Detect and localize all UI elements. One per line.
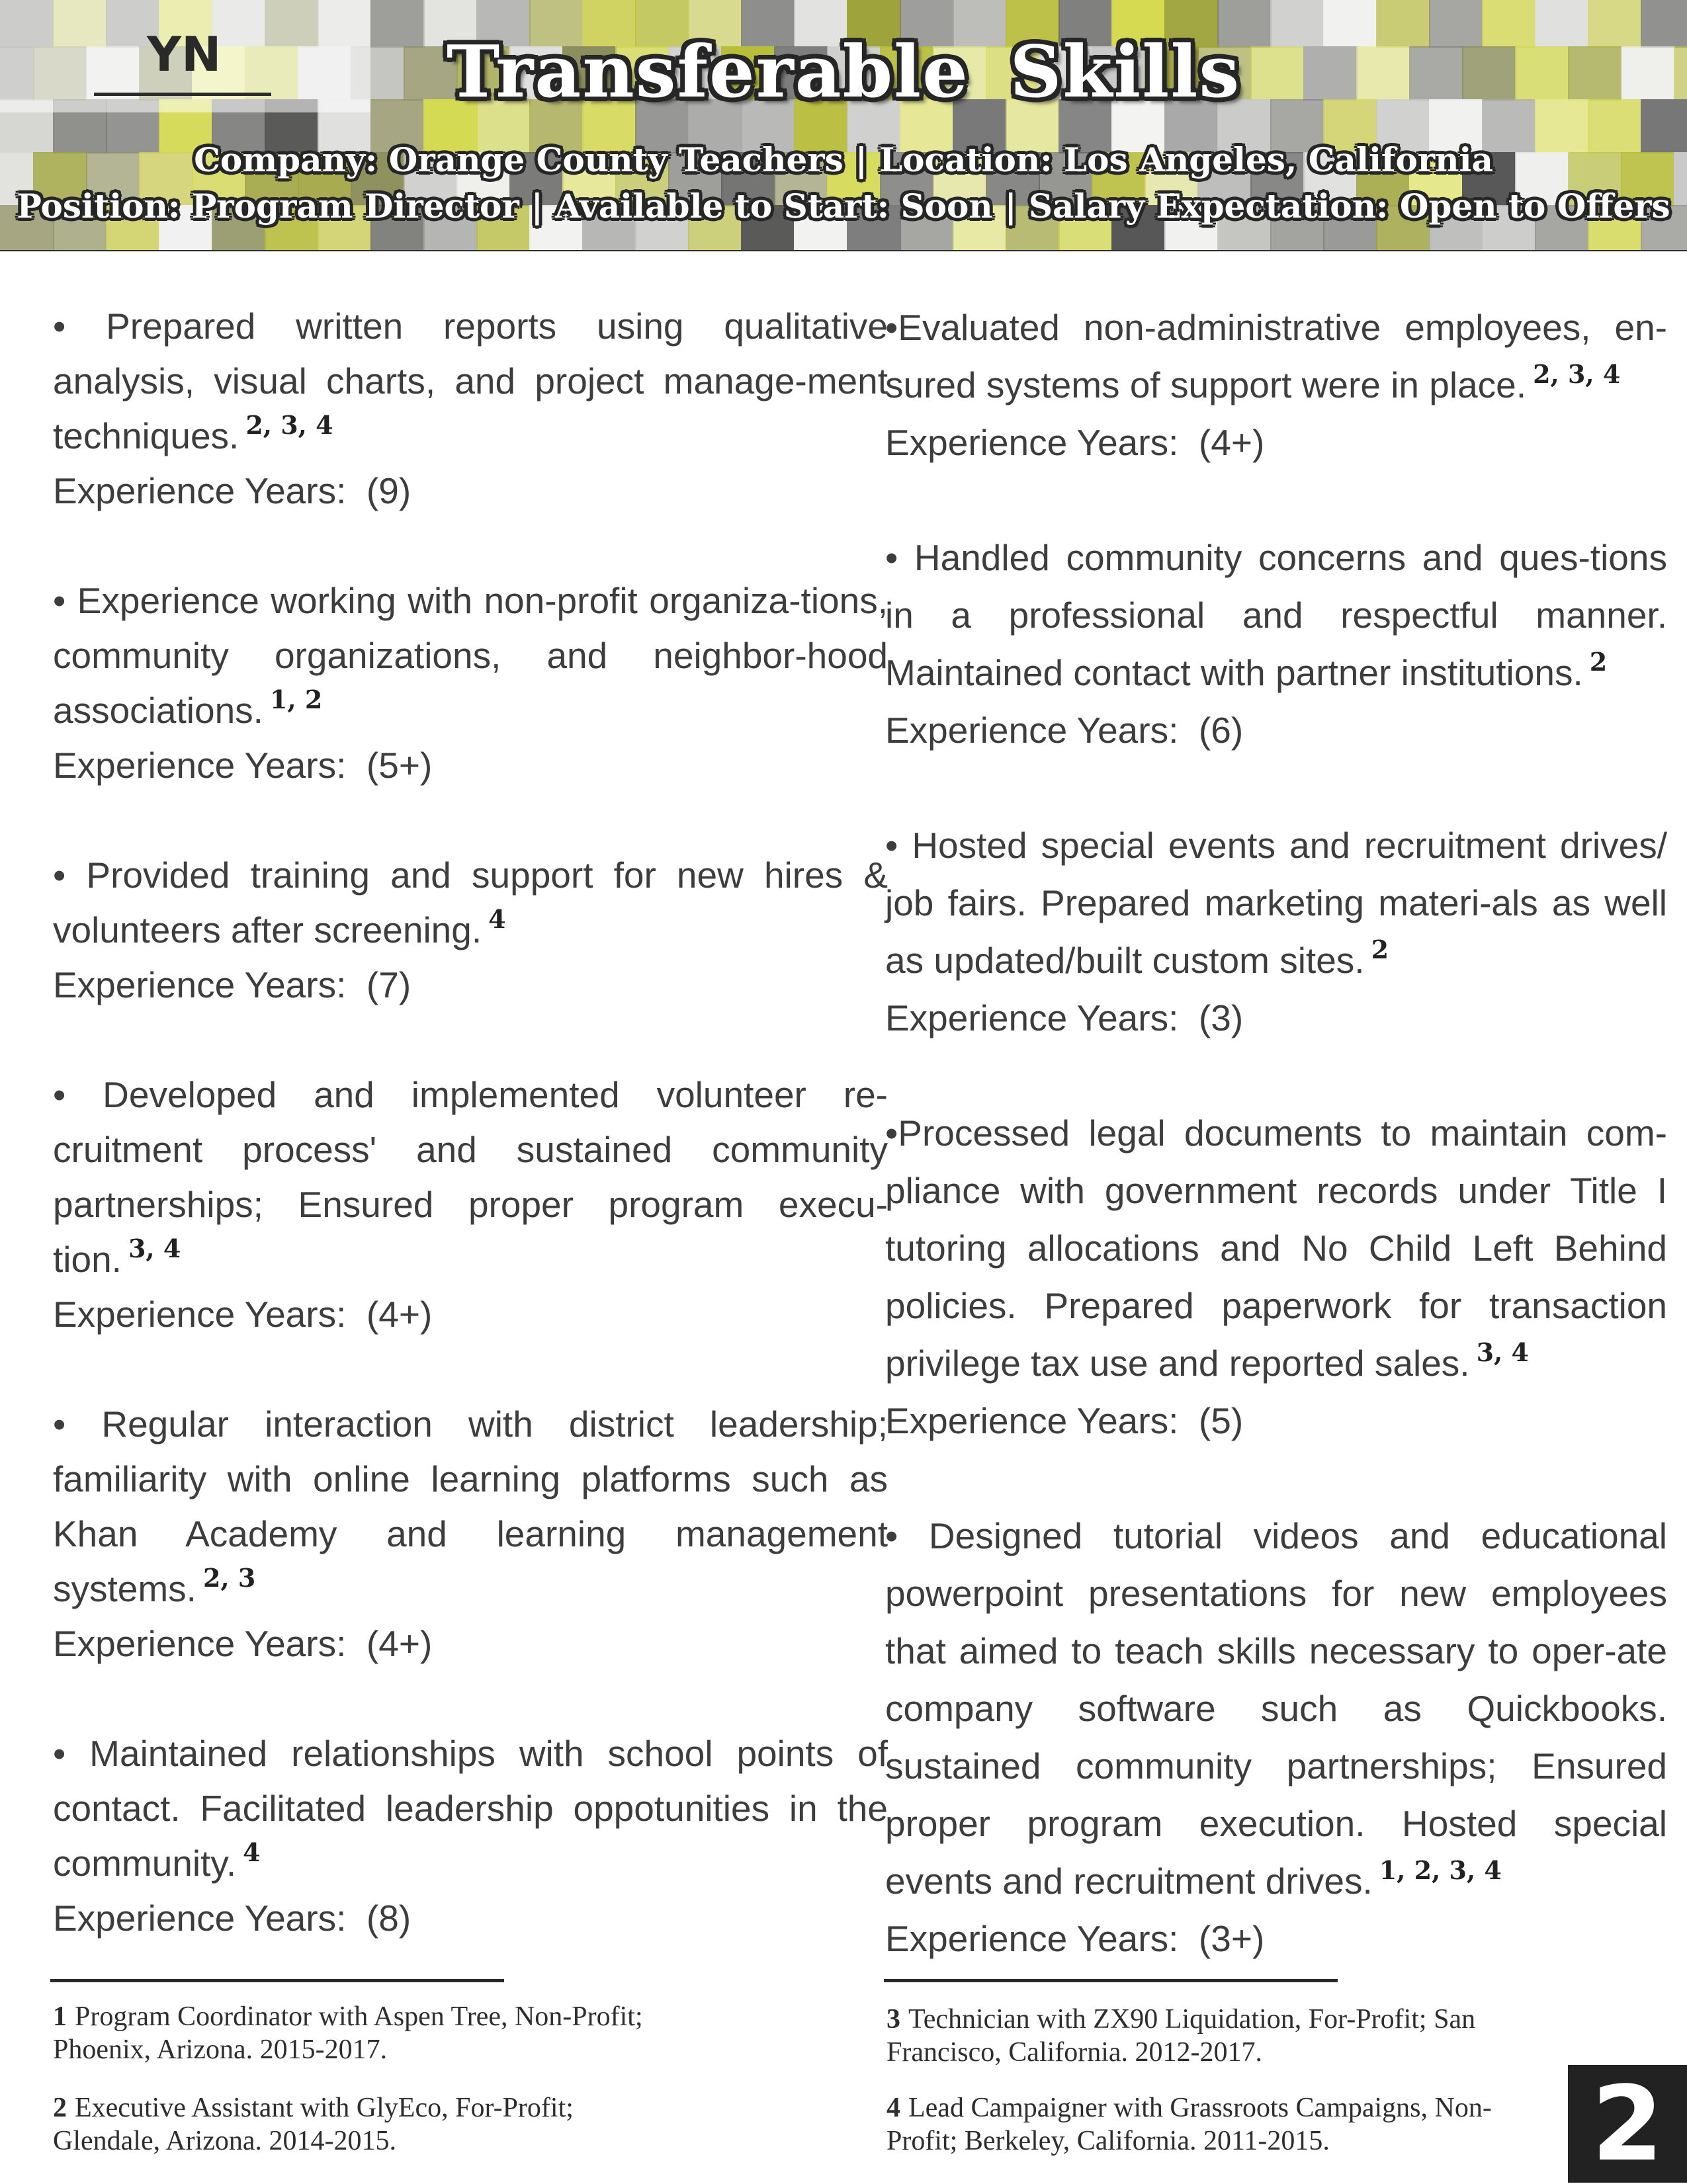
footnote-text: Technician with ZX90 Liquidation, For-Profit; San Francisco, California. 2012-2017. bbox=[887, 2004, 1476, 2068]
footnote-divider bbox=[50, 1979, 504, 1982]
skill-description: • Designed tutorial videos and educational powerpoint presentations for new employees that aimed to teach skills necessary to oper-ate company software such as Quickbooks. sustained community partnerships; Ensured proper program execution. Hosted special events and recruitment drives. $^{1, 2, 3, 4}$ bbox=[885, 1515, 1667, 1902]
footnote-number: 1 bbox=[53, 2001, 67, 2032]
skill-description: •Evaluated non-administrative employees, en-sured systems of support were in place. $^{2, 3, 4}$ bbox=[885, 307, 1667, 405]
company-label: Company: Orange County Teachers bbox=[194, 140, 844, 179]
availability-label: Available to Start: Soon bbox=[554, 187, 993, 226]
experience-years: Experience Years: (3) bbox=[885, 997, 1244, 1038]
footnote-divider bbox=[884, 1979, 1338, 1982]
footnote bbox=[887, 2003, 1548, 2069]
position-line bbox=[0, 187, 1687, 226]
footnote-refs: 1, 2 bbox=[269, 685, 323, 714]
footnote-refs: 2, 3, 4 bbox=[245, 410, 333, 440]
experience-years: Experience Years: (4+) bbox=[53, 1294, 433, 1335]
skill-description: • Maintained relationships with school points of contact. Facilitated leadership oppotunities in the community. $^4$ bbox=[53, 1733, 888, 1884]
skill-entry bbox=[885, 1105, 1667, 1450]
skill-entry bbox=[53, 848, 888, 1013]
position-label: Position: Program Director bbox=[17, 187, 519, 226]
footnote-refs: 4 bbox=[243, 1837, 261, 1867]
footnote-refs: 1, 2, 3, 4 bbox=[1379, 1855, 1502, 1885]
skill-entry bbox=[53, 1397, 888, 1671]
footnote bbox=[887, 2091, 1548, 2158]
footnote-number: 3 bbox=[887, 2004, 900, 2035]
skill-entry bbox=[53, 299, 888, 519]
experience-years: Experience Years: (3+) bbox=[885, 1918, 1265, 1959]
footnote-refs: 2, 3 bbox=[202, 1563, 256, 1593]
skill-entry bbox=[53, 1068, 888, 1342]
skill-entry bbox=[885, 529, 1667, 759]
separator: | bbox=[1004, 187, 1017, 226]
experience-years: Experience Years: (4+) bbox=[885, 422, 1265, 463]
experience-years: Experience Years: (6) bbox=[885, 710, 1244, 751]
skill-description: • Experience working with non-profit organiza-tions, community organizations, and neighbor-hood associations. $^{1, 2}$ bbox=[53, 580, 888, 731]
footnote-refs: 2 bbox=[1589, 647, 1608, 677]
experience-years: Experience Years: (7) bbox=[53, 964, 411, 1005]
skill-entry bbox=[53, 573, 888, 793]
right-column bbox=[885, 299, 1667, 1968]
experience-years: Experience Years: (4+) bbox=[53, 1623, 433, 1664]
left-column bbox=[53, 299, 888, 1946]
header-divider bbox=[0, 250, 1687, 251]
skill-description: • Regular interaction with district leadership; familiarity with online learning platforms such as Khan Academy and learning management systems. $^{2, 3}$ bbox=[53, 1404, 888, 1609]
footnote-refs: 2 bbox=[1371, 935, 1389, 964]
page-title: Transferable Skills bbox=[446, 30, 1241, 114]
salary-label: Salary Expectation: Open to Offers bbox=[1028, 187, 1670, 226]
separator: | bbox=[855, 140, 867, 179]
footnote-refs: 2, 3, 4 bbox=[1533, 359, 1621, 389]
experience-years: Experience Years: (5+) bbox=[53, 745, 433, 786]
footnote-refs: 4 bbox=[488, 904, 506, 934]
footnote-number: 4 bbox=[887, 2093, 900, 2123]
skill-description: • Developed and implemented volunteer re-cruitment process' and sustained community partnerships; Ensured proper program execu-tion. $^{3, 4}$ bbox=[53, 1074, 888, 1280]
footnote-text: Executive Assistant with GlyEco, For-Profit; Glendale, Arizona. 2014-2015. bbox=[53, 2093, 574, 2156]
location-label: Location: Los Angeles, California bbox=[879, 140, 1493, 179]
footnote-refs: 3, 4 bbox=[1476, 1337, 1529, 1367]
skill-description: • Handled community concerns and ques-tions in a professional and respectful manner. Maintained contact with partner institutions. $^2$ bbox=[885, 537, 1667, 693]
company-line bbox=[0, 140, 1687, 179]
skill-description: • Hosted special events and recruitment drives/ job fairs. Prepared marketing materi-als as well as updated/built custom sites. $^2$ bbox=[885, 825, 1667, 981]
footnote-text: Program Coordinator with Aspen Tree, Non-Profit; Phoenix, Arizona. 2015-2017. bbox=[53, 2001, 643, 2065]
separator: | bbox=[531, 187, 543, 226]
footnote bbox=[53, 2091, 668, 2158]
experience-years: Experience Years: (9) bbox=[53, 470, 411, 511]
footnote-refs: 3, 4 bbox=[128, 1234, 181, 1263]
skill-description: •Processed legal documents to maintain com-pliance with government records under Title I tutoring allocations and No Child Left Behind policies. Prepared paperwork for transaction privilege tax use and reported sales. $^{3, 4}$ bbox=[885, 1113, 1667, 1384]
skill-entry bbox=[885, 299, 1667, 472]
skill-description: • Provided training and support for new hires & volunteers after screening. $^4$ bbox=[53, 855, 888, 950]
footnote-text: Lead Campaigner with Grassroots Campaigns, Non-Profit; Berkeley, California. 2011-2015. bbox=[887, 2093, 1492, 2156]
skill-entry bbox=[885, 817, 1667, 1047]
experience-years: Experience Years: (8) bbox=[53, 1898, 411, 1939]
page-number: 2 bbox=[1568, 2065, 1687, 2183]
skill-description: • Prepared written reports using qualitative analysis, visual charts, and project manage-ment techniques. $^{2, 3, 4}$ bbox=[53, 306, 888, 456]
skill-entry bbox=[53, 1726, 888, 1946]
experience-years: Experience Years: (5) bbox=[885, 1400, 1244, 1441]
initials: YN bbox=[147, 26, 222, 82]
skill-entry bbox=[885, 1507, 1667, 1968]
footnote-number: 2 bbox=[53, 2093, 67, 2123]
footnote bbox=[53, 2000, 668, 2066]
header-banner bbox=[0, 0, 1687, 251]
